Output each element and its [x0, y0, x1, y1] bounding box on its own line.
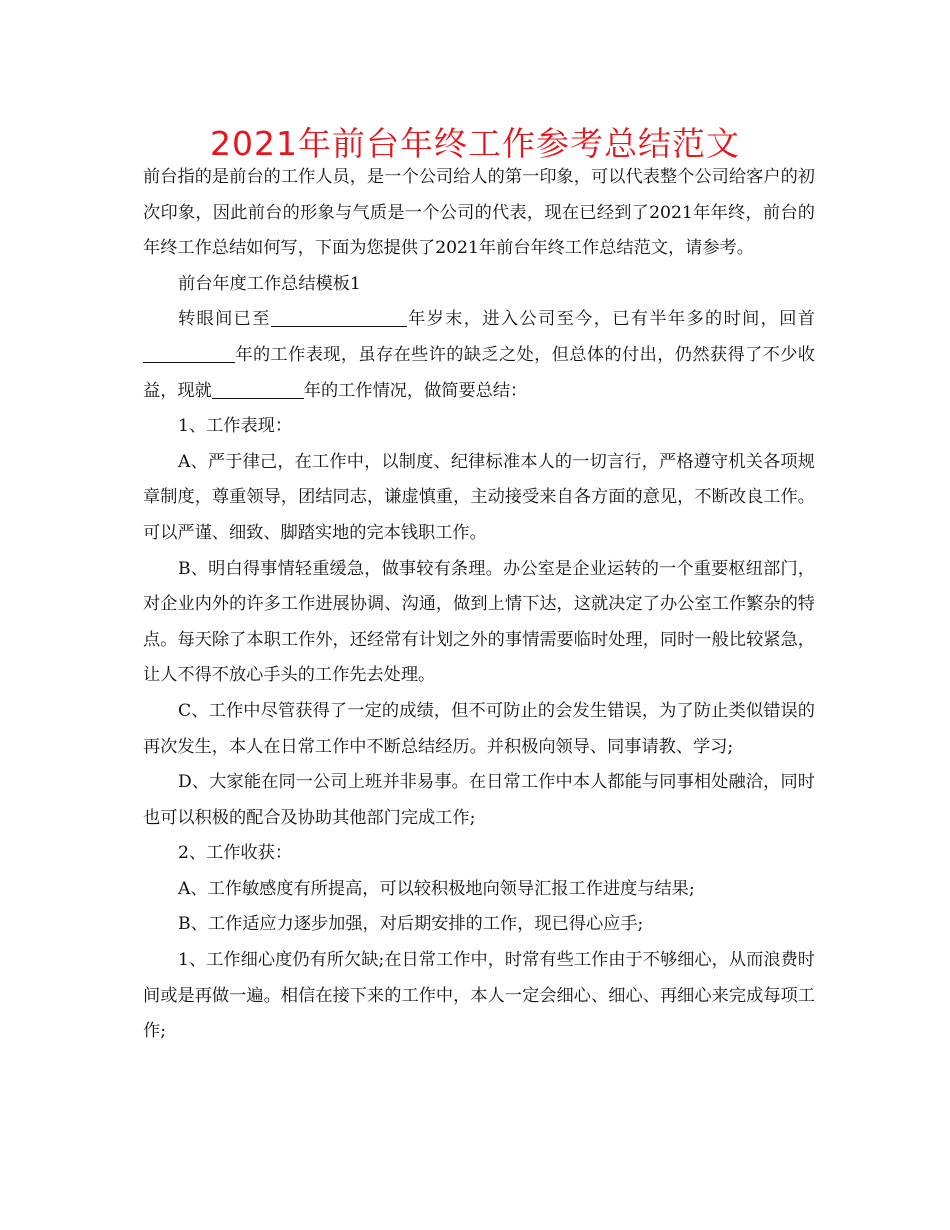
opening-text-4: 年的工作情况，做简要总结：	[303, 380, 528, 401]
document-body	[143, 160, 815, 1050]
paragraph-item-d: D、大家能在同一公司上班并非易事。在日常工作中本人都能与同事相处融洽，同时也可以积极的配合及协助其他部门完成工作;	[143, 772, 815, 828]
paragraph-shortcoming-1: 1、工作细心度仍有所欠缺;在日常工作中，时常有些工作由于不够细心，从而浪费时间或是再做一遍。相信在接下来的工作中，本人一定会细心、细心、再细心来完成每项工作;	[143, 950, 815, 1042]
opening-paragraph	[143, 302, 815, 409]
fill-blank	[212, 378, 304, 399]
document-title: 2021年前台年终工作参考总结范文	[210, 124, 740, 163]
paragraph-item-b: B、明白得事情轻重缓急，做事较有条理。办公室是企业运转的一个重要枢纽部门，对企业内外的许多工作进展协调、沟通，做到上情下达，这就决定了办公室工作繁杂的特点。每天除了本职工作外，还经常有计划之外的事情需要临时处理，同时一般比较紧急，让人不得不放心手头的工作先去处理。	[143, 558, 815, 686]
intro-paragraph: 前台指的是前台的工作人员，是一个公司给人的第一印象，可以代表整个公司给客户的初次印象，因此前台的形象与气质是一个公司的代表，现在已经到了2021年年终，前台的年终工作总结如何写，下面为您提供了2021年前台年终工作总结范文，请参考。	[143, 167, 815, 259]
paragraph-item-a: A、严于律己，在工作中，以制度、纪律标准本人的一切言行，严格遵守机关各项规章制度，尊重领导，团结同志，谦虚慎重，主动接受来自各方面的意见，不断改良工作。可以严谨、细致、脚踏实地的完本钱职工作。	[143, 451, 815, 543]
paragraph-gain-a: A、工作敏感度有所提高，可以较积极地向领导汇报工作进度与结果;	[178, 878, 695, 899]
template-heading: 前台年度工作总结模板1	[178, 273, 361, 294]
opening-text-1: 转眼间已至	[178, 309, 271, 330]
opening-text-3: 年的工作表现，虽存在些许的缺乏之处，但总体的付出，仍然获得了不少收益，现就	[143, 344, 815, 401]
paragraph-item-c: C、工作中尽管获得了一定的成绩，但不可防止的会发生错误，为了防止类似错误的再次发生，本人在日常工作中不断总结经历。并积极向领导、同事请教、学习;	[143, 700, 815, 757]
section-heading-performance: 1、工作表现：	[178, 416, 293, 437]
paragraph-gain-b: B、工作适应力逐步加强，对后期安排的工作，现已得心应手;	[178, 914, 644, 935]
section-heading-gains: 2、工作收获：	[178, 843, 293, 864]
opening-text-2: 年岁末，进入公司至今，已有半年多的时间，回首	[406, 309, 815, 330]
fill-blank	[143, 342, 235, 363]
fill-blank	[271, 306, 407, 327]
